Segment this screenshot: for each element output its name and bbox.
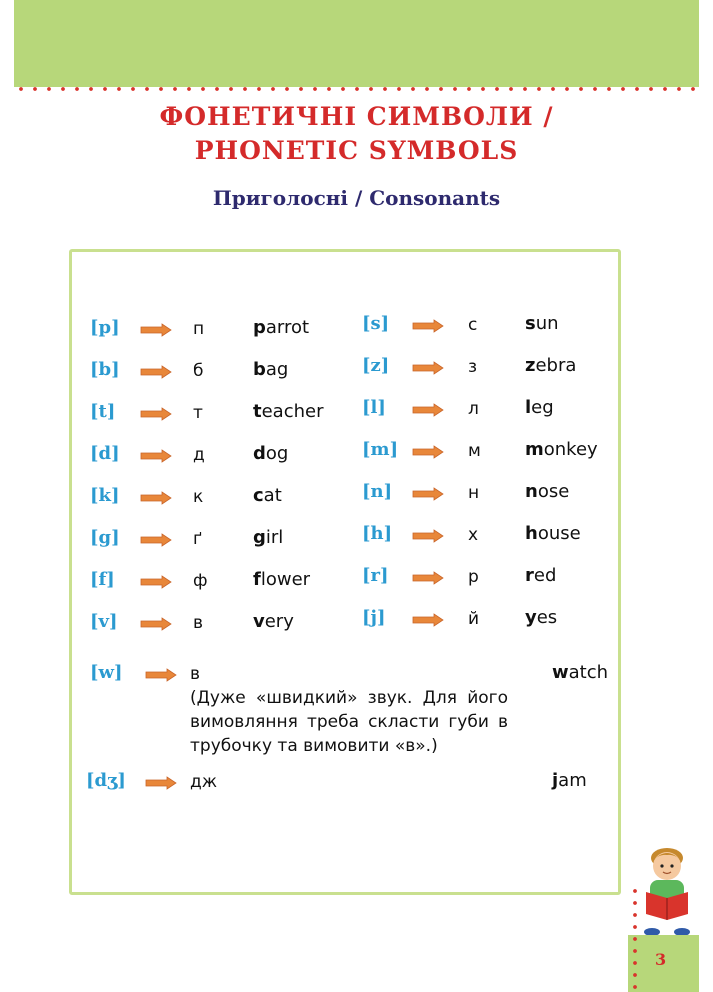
ua-letter: т bbox=[193, 403, 203, 423]
arrow-right-icon bbox=[140, 491, 172, 505]
word-rest-part: ouse bbox=[537, 523, 581, 544]
phonetic-symbol: [f] bbox=[90, 569, 115, 590]
ua-letter: р bbox=[468, 567, 479, 587]
arrow-right-icon bbox=[412, 529, 444, 543]
example-word bbox=[253, 401, 324, 422]
ua-letter: в bbox=[193, 613, 204, 633]
arrow-right-icon bbox=[140, 575, 172, 589]
arrow-right-icon bbox=[140, 533, 172, 547]
phonetic-symbol: [m] bbox=[362, 439, 399, 460]
arrow-right-icon bbox=[140, 449, 172, 463]
word-bold-part: v bbox=[253, 611, 265, 632]
phonetic-symbol: [n] bbox=[362, 481, 393, 502]
ua-letter: ф bbox=[193, 571, 208, 591]
example-word bbox=[525, 355, 576, 376]
word-bold-part: c bbox=[253, 485, 264, 506]
arrow-right-icon bbox=[140, 407, 172, 421]
phonetic-symbol: [s] bbox=[362, 313, 390, 334]
example-word bbox=[525, 523, 581, 544]
word-bold-part: n bbox=[525, 481, 538, 502]
arrow-right-icon bbox=[412, 361, 444, 375]
word-rest-part: eg bbox=[531, 397, 554, 418]
word-rest-part: irl bbox=[265, 527, 284, 548]
arrow-right-icon bbox=[412, 445, 444, 459]
word-bold-part: w bbox=[552, 662, 569, 683]
example-word bbox=[253, 611, 294, 632]
example-word bbox=[253, 569, 310, 590]
ua-letter: н bbox=[468, 483, 480, 503]
pronunciation-note: (Дуже «швидкий» звук. Для його вимовляння треба скласти губи в трубочку та вимовити «в».) bbox=[190, 688, 508, 756]
phonetic-symbol: [z] bbox=[362, 355, 390, 376]
example-word bbox=[253, 527, 283, 548]
arrow-right-icon bbox=[140, 323, 172, 337]
dotted-divider bbox=[14, 86, 699, 92]
example-word bbox=[253, 443, 288, 464]
arrow-right-icon bbox=[412, 571, 444, 585]
ua-letter: й bbox=[468, 609, 480, 629]
word-rest-part: at bbox=[263, 485, 282, 506]
example-word bbox=[525, 397, 554, 418]
word-bold-part: p bbox=[253, 317, 266, 338]
example-word bbox=[525, 439, 598, 460]
ua-letter: к bbox=[193, 487, 204, 507]
example-word bbox=[525, 607, 557, 628]
boy-reading-illustration bbox=[632, 840, 702, 950]
word-rest-part: ag bbox=[265, 359, 289, 380]
bottom-dotted-divider bbox=[632, 885, 638, 992]
word-rest-part: ery bbox=[264, 611, 294, 632]
word-rest-part: arrot bbox=[265, 317, 310, 338]
word-rest-part: atch bbox=[568, 662, 609, 683]
phonetic-symbol: [g] bbox=[90, 527, 120, 548]
word-bold-part: s bbox=[525, 313, 536, 334]
word-rest-part: am bbox=[558, 770, 587, 791]
word-bold-part: l bbox=[525, 397, 532, 418]
phonetic-symbol: [t] bbox=[90, 401, 116, 422]
ua-letter: п bbox=[193, 319, 205, 339]
arrow-right-icon bbox=[145, 776, 177, 790]
word-rest-part: onkey bbox=[543, 439, 598, 460]
word-rest-part: ose bbox=[537, 481, 570, 502]
phonetic-symbol: [j] bbox=[362, 607, 386, 628]
example-word bbox=[253, 359, 288, 380]
word-rest-part: ed bbox=[533, 565, 557, 586]
arrow-right-icon bbox=[140, 365, 172, 379]
example-word bbox=[525, 481, 569, 502]
example-word bbox=[525, 313, 559, 334]
ua-letter-w: в bbox=[190, 664, 201, 684]
ua-letter: л bbox=[468, 399, 479, 419]
ua-letter: з bbox=[468, 357, 478, 377]
word-bold-part: m bbox=[525, 439, 544, 460]
ua-letter-dz: дж bbox=[190, 772, 218, 792]
phonetic-symbol: [p] bbox=[90, 317, 120, 338]
word-bold-part: d bbox=[253, 443, 266, 464]
ua-letter: х bbox=[468, 525, 479, 545]
word-rest-part: es bbox=[536, 607, 558, 628]
word-rest-part: un bbox=[535, 313, 559, 334]
arrow-right-icon bbox=[140, 617, 172, 631]
example-word-dz bbox=[552, 770, 587, 791]
top-banner bbox=[14, 0, 699, 87]
ua-letter: ґ bbox=[193, 529, 202, 549]
word-bold-part: r bbox=[525, 565, 534, 586]
ua-letter: с bbox=[468, 315, 478, 335]
word-bold-part: j bbox=[552, 770, 559, 791]
example-word bbox=[253, 317, 309, 338]
example-word bbox=[525, 565, 556, 586]
example-word-w bbox=[552, 662, 608, 683]
word-bold-part: h bbox=[525, 523, 538, 544]
ua-letter: м bbox=[468, 441, 481, 461]
page-number: 3 bbox=[655, 950, 667, 969]
word-rest-part: lower bbox=[260, 569, 311, 590]
word-rest-part: og bbox=[265, 443, 289, 464]
arrow-right-icon bbox=[145, 668, 177, 682]
example-word bbox=[253, 485, 282, 506]
symbol-w: [w] bbox=[90, 662, 123, 683]
word-bold-part: b bbox=[253, 359, 266, 380]
ua-letter: б bbox=[193, 361, 204, 381]
arrow-right-icon bbox=[412, 319, 444, 333]
page-title-line1: ФОНЕТИЧНІ СИМВОЛИ / bbox=[159, 102, 554, 131]
word-bold-part: y bbox=[525, 607, 537, 628]
phonetic-symbol: [b] bbox=[90, 359, 120, 380]
word-bold-part: g bbox=[253, 527, 266, 548]
word-bold-part: t bbox=[253, 401, 262, 422]
word-rest-part: ebra bbox=[535, 355, 577, 376]
phonetic-symbol: [k] bbox=[90, 485, 120, 506]
section-subtitle: Приголосні / Consonants bbox=[212, 186, 501, 210]
phonetic-symbol: [l] bbox=[362, 397, 386, 418]
phonetic-symbol: [h] bbox=[362, 523, 393, 544]
ua-letter: д bbox=[193, 445, 205, 465]
phonetic-symbol: [v] bbox=[90, 611, 118, 632]
arrow-right-icon bbox=[412, 403, 444, 417]
arrow-right-icon bbox=[412, 613, 444, 627]
page-title-line2: PHONETIC SYMBOLS bbox=[194, 136, 519, 165]
word-rest-part: eacher bbox=[261, 401, 324, 422]
phonetic-symbol: [d] bbox=[90, 443, 120, 464]
phonetic-symbol: [r] bbox=[362, 565, 389, 586]
word-bold-part: f bbox=[253, 569, 261, 590]
symbol-dz: [dʒ] bbox=[86, 770, 126, 791]
word-bold-part: z bbox=[525, 355, 536, 376]
arrow-right-icon bbox=[412, 487, 444, 501]
